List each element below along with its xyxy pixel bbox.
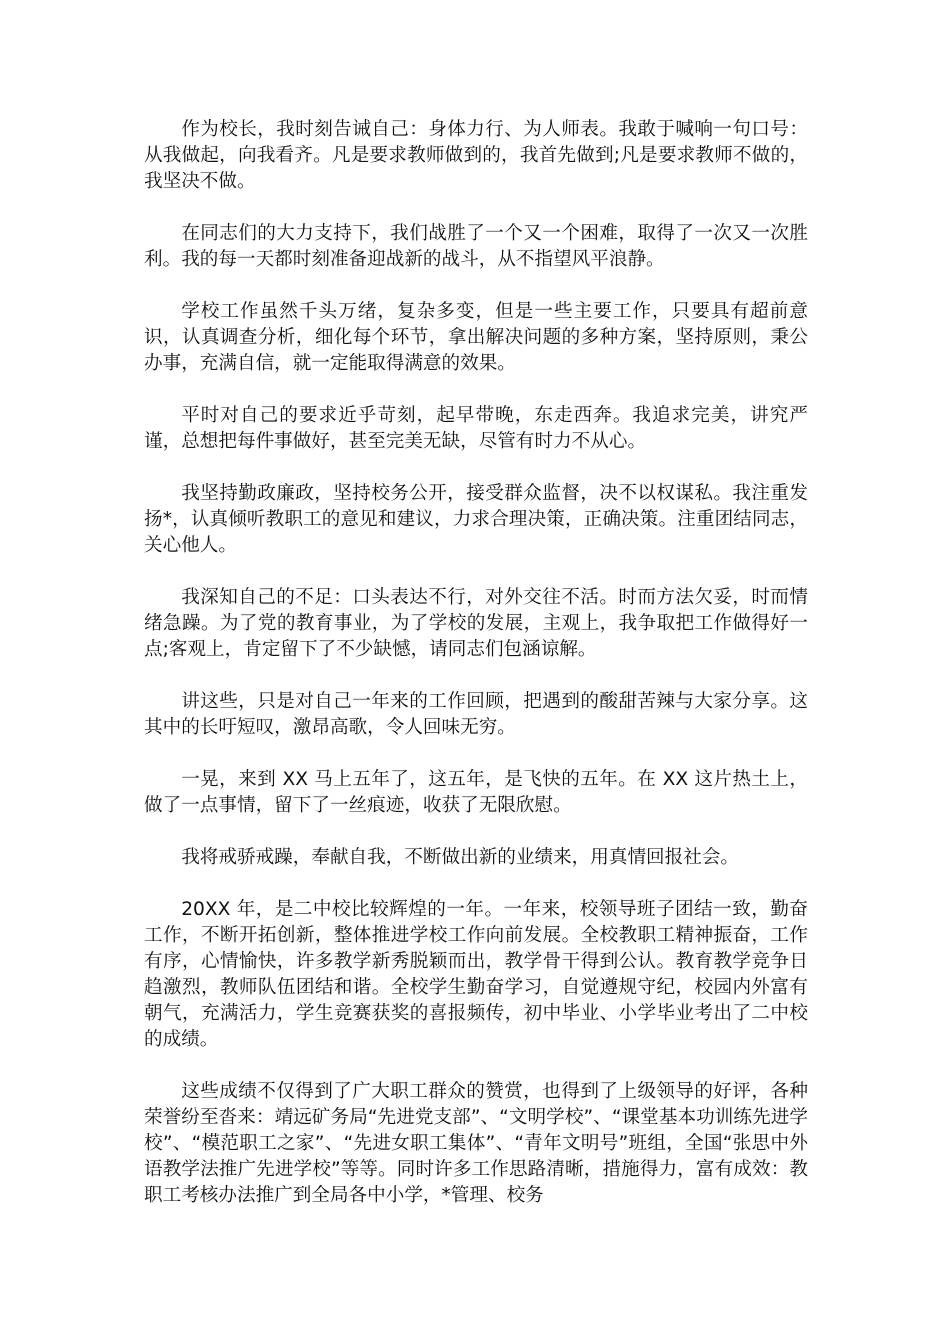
paragraph: 我坚持勤政廉政，坚持校务公开，接受群众监督，决不以权谋私。我注重发扬*，认真倾听教职工的意见和建议，力求合理决策，正确决策。注重团结同志，关心他人。: [144, 483, 808, 556]
paragraph: 平时对自己的要求近乎苛刻，起早带晚，东走西奔。我追求完美，讲究严谨，总想把每件事做好，甚至完美无缺，尽管有时力不从心。: [144, 405, 808, 452]
document-body: [144, 117, 808, 1209]
paragraph: 作为校长，我时刻告诫自己：身体力行、为人师表。我敢于喊响一句口号：从我做起，向我看齐。凡是要求教师做到的，我首先做到;凡是要求教师不做的，我坚决不做。: [144, 119, 808, 192]
paragraph: 20XX 年，是二中校比较辉煌的一年。一年来，校领导班子团结一致，勤奋工作，不断开拓创新，整体推进学校工作向前发展。全校教职工精神振奋，工作有序，心情愉快，许多教学新秀脱颖而出，教学骨干得到公认。教育教学竞争日趋激烈，教师队伍团结和谐。全校学生勤奋学习，自觉遵规守纪，校园内外富有朝气，充满活力，学生竞赛获奖的喜报频传，初中毕业、小学毕业考出了二中校的成绩。: [144, 899, 808, 1050]
paragraph: 一晃，来到 XX 马上五年了，这五年，是飞快的五年。在 XX 这片热土上，做了一点事情，留下了一丝痕迹，收获了无限欣慰。: [144, 769, 808, 816]
paragraph: 我深知自己的不足：口头表达不行，对外交往不活。时而方法欠妥，时而情绪急躁。为了党的教育事业，为了学校的发展，主观上，我争取把工作做得好一点;客观上，肯定留下了不少缺憾，请同志们包涵谅解。: [144, 587, 808, 660]
paragraph: 在同志们的大力支持下，我们战胜了一个又一个困难，取得了一次又一次胜利。我的每一天都时刻准备迎战新的战斗，从不指望风平浪静。: [144, 223, 808, 270]
paragraph: 学校工作虽然千头万绪，复杂多变，但是一些主要工作，只要具有超前意识，认真调查分析，细化每个环节，拿出解决问题的多种方案，坚持原则，秉公办事，充满自信，就一定能取得满意的效果。: [144, 301, 808, 374]
paragraph: 我将戒骄戒躁，奉献自我，不断做出新的业绩来，用真情回报社会。: [181, 847, 740, 868]
paragraph: 这些成绩不仅得到了广大职工群众的赞赏，也得到了上级领导的好评，各种荣誉纷至沓来：靖远矿务局“先进党支部”、“文明学校”、“课堂基本功训练先进学校”、“模范职工之家”、“先进女职工集体”、“青年文明号”班组，全国“张思中外语教学法推广先进学校”等等。同时许多工作思路清晰，措施得力，富有成效：教职工考核办法推广到全局各中小学，*管理、校务: [144, 1081, 808, 1206]
paragraph: 讲这些，只是对自己一年来的工作回顾，把遇到的酸甜苦辣与大家分享。这其中的长吁短叹，激昂高歌，令人回味无穷。: [144, 691, 808, 738]
